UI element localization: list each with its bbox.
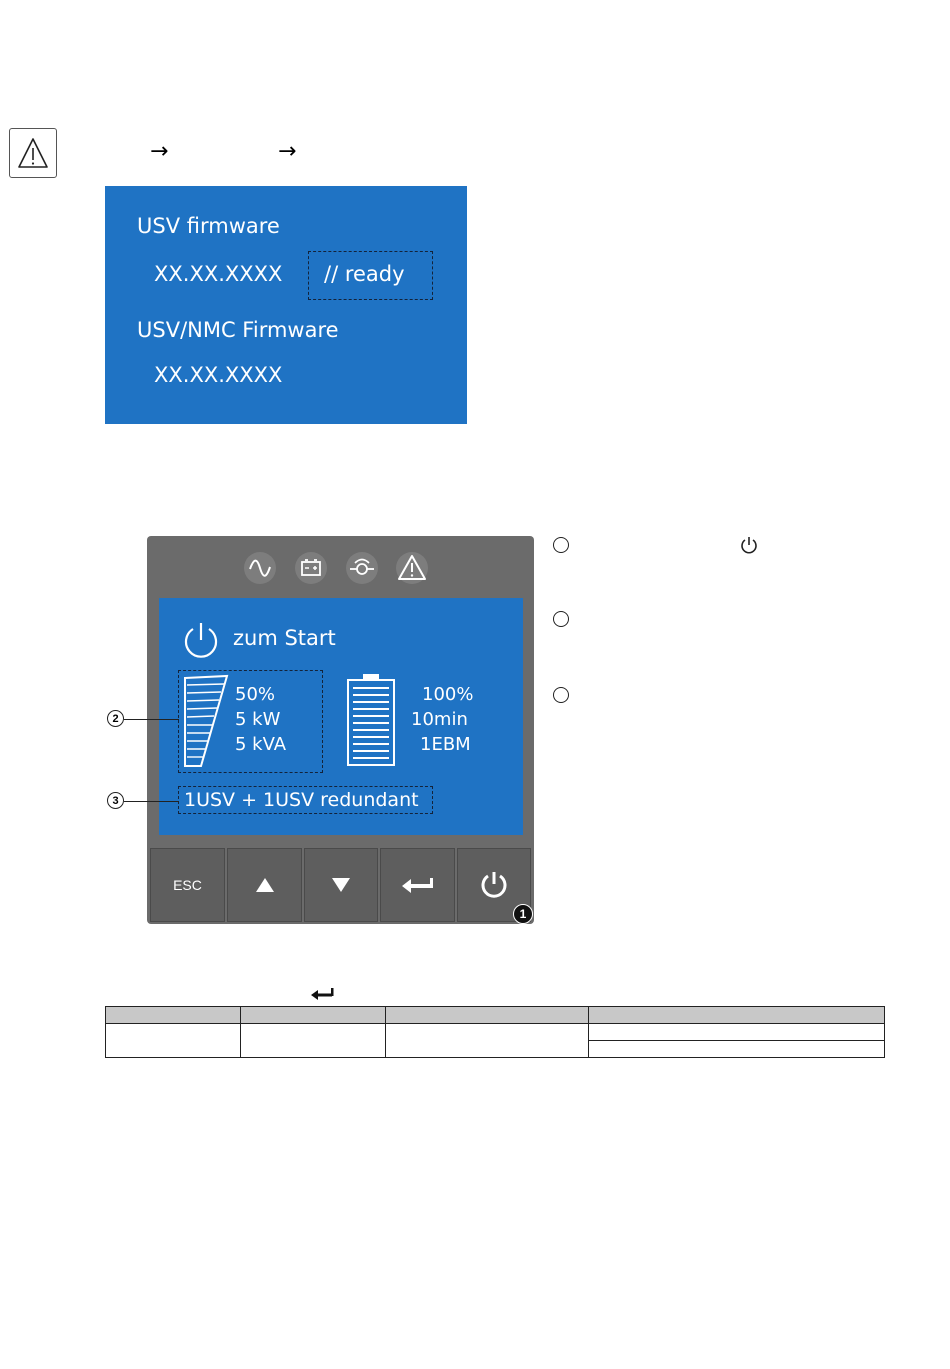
- table-header-cell: [386, 1007, 589, 1024]
- nmc-firmware-label: USV/NMC Firmware: [137, 318, 339, 342]
- callout-1: 1: [513, 904, 533, 924]
- legend-marker-3: [553, 687, 569, 703]
- nmc-firmware-version: XX.XX.XXXX: [154, 363, 283, 387]
- ups-front-panel: [147, 536, 534, 924]
- table-header-cell: [589, 1007, 885, 1024]
- lcd-screen: [159, 598, 523, 835]
- firmware-screen: [105, 186, 467, 424]
- usv-firmware-label: USV firmware: [137, 214, 280, 238]
- battery-runtime: 10min: [411, 709, 468, 730]
- battery-level-icon: [345, 672, 397, 768]
- up-arrow-icon: [255, 877, 275, 893]
- legend-marker-1: [553, 537, 569, 553]
- table-cell: [589, 1041, 885, 1058]
- table-header-cell: [106, 1007, 241, 1024]
- table-cell: [106, 1024, 241, 1058]
- power-icon: [479, 870, 509, 900]
- callout-2: 2: [107, 710, 124, 727]
- battery-icon: [295, 552, 327, 584]
- callout-2-leader: [124, 719, 179, 720]
- table-row: [106, 1024, 885, 1041]
- menu-arrow-icon: →: [150, 139, 169, 164]
- firmware-status: // ready: [324, 262, 405, 286]
- load-bar-icon: [183, 674, 229, 768]
- callout-3-leader: [124, 801, 179, 802]
- load-percent: 50%: [235, 684, 276, 705]
- load-kva: 5 kVA: [235, 734, 287, 755]
- start-prompt: zum Start: [233, 626, 336, 650]
- table-header-cell: [241, 1007, 386, 1024]
- table-cell: [589, 1024, 885, 1041]
- enter-button[interactable]: [380, 848, 455, 922]
- bypass-icon: [346, 552, 378, 584]
- menu-arrow-icon: →: [278, 139, 297, 164]
- callout-3: 3: [107, 792, 124, 809]
- table-cell: [386, 1024, 589, 1058]
- usv-firmware-version: XX.XX.XXXX: [154, 262, 283, 286]
- ac-wave-icon: [244, 552, 276, 584]
- legend-marker-2: [553, 611, 569, 627]
- power-icon: [740, 536, 758, 555]
- info-table: [105, 1006, 885, 1058]
- esc-button[interactable]: [150, 848, 225, 922]
- down-arrow-icon: [331, 877, 351, 893]
- down-button[interactable]: [304, 848, 378, 922]
- enter-arrow-icon: [310, 988, 336, 1000]
- battery-ebm: 1EBM: [420, 734, 471, 755]
- esc-label: ESC: [173, 877, 202, 893]
- battery-percent: 100%: [422, 684, 474, 705]
- load-kw: 5 kW: [235, 709, 281, 730]
- table-cell: [241, 1024, 386, 1058]
- up-button[interactable]: [227, 848, 302, 922]
- warning-icon: [10, 129, 56, 177]
- alarm-warning-icon: [396, 552, 428, 584]
- enter-arrow-icon: [401, 877, 435, 893]
- redundancy-text: 1USV + 1USV redundant: [184, 789, 419, 811]
- table-header-row: [106, 1007, 885, 1024]
- warning-note-box: [9, 128, 57, 178]
- power-icon: [181, 620, 221, 660]
